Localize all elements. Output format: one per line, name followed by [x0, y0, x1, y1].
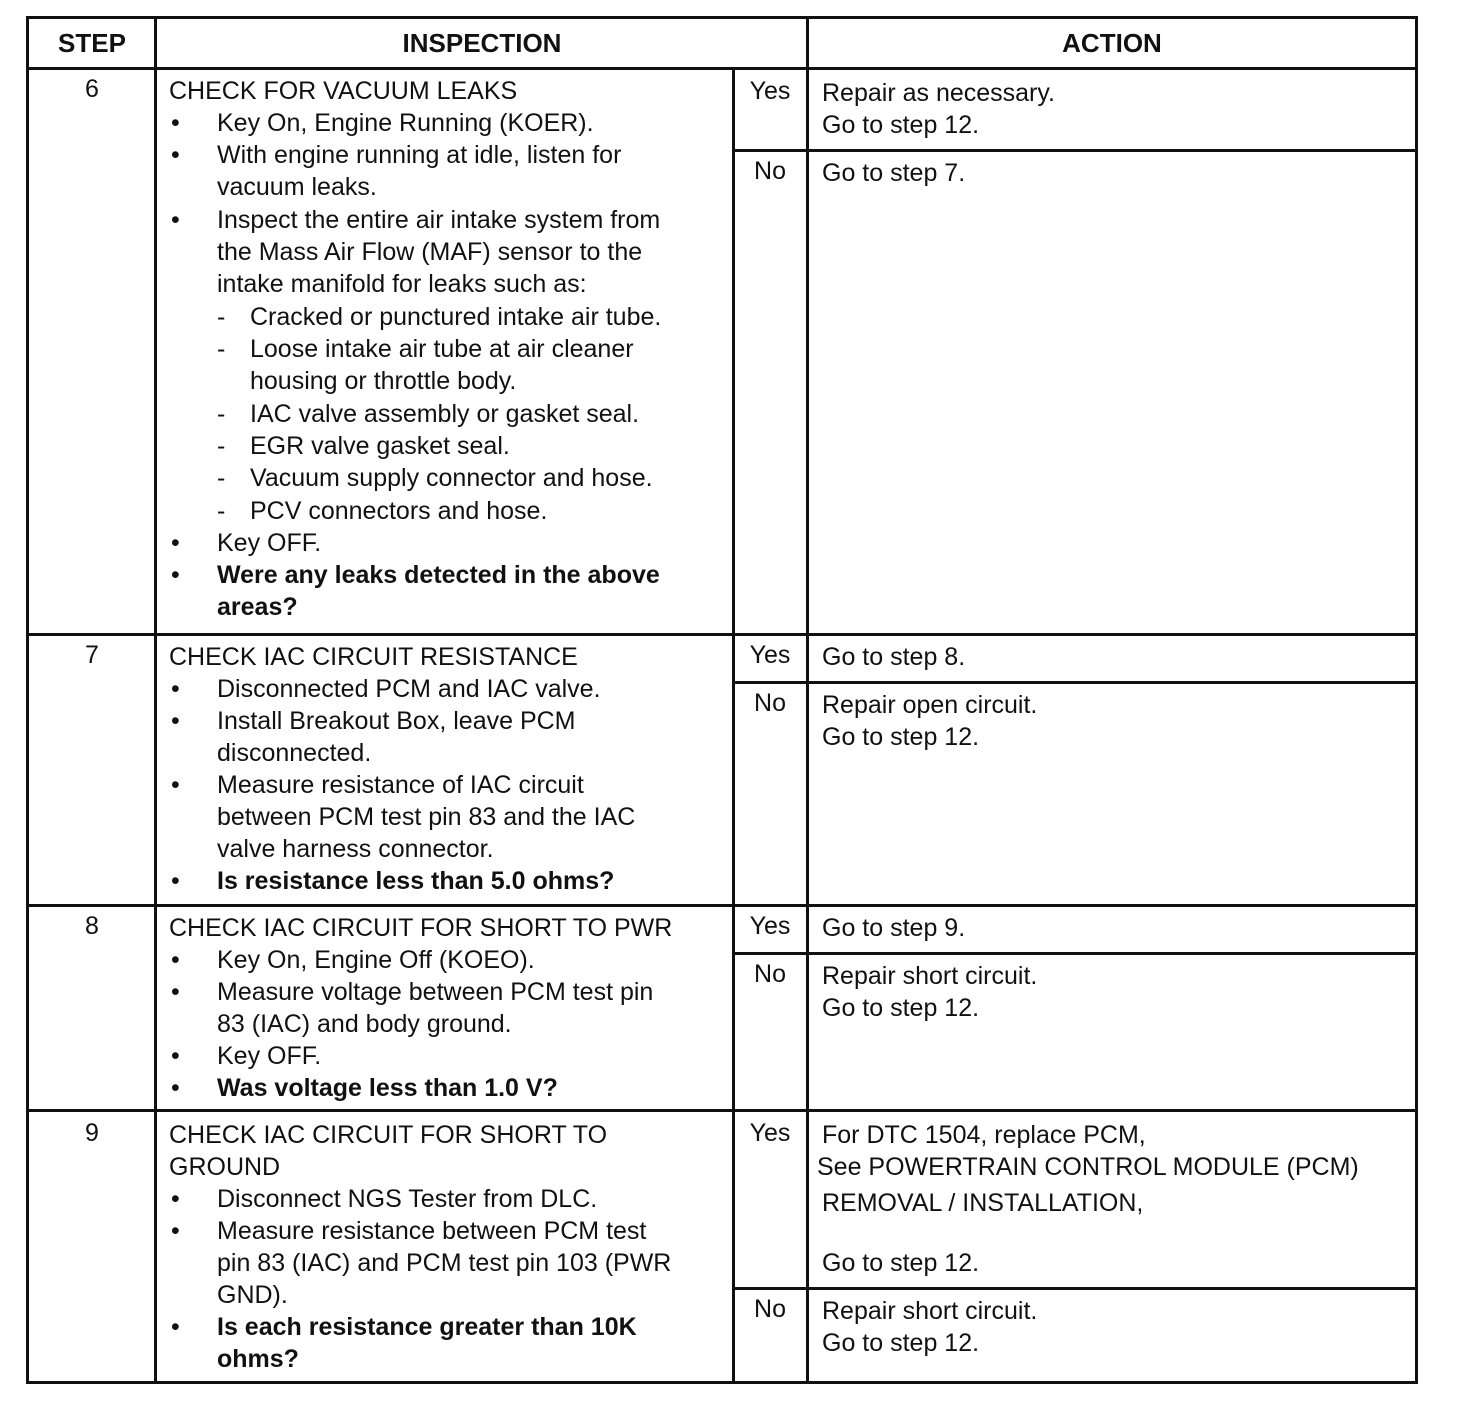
inspection-subline: IAC valve assembly or gasket seal.: [250, 400, 640, 428]
inspection-line: With engine running at idle, listen for: [217, 141, 622, 169]
yes-label: Yes: [749, 912, 791, 940]
action-line: Repair short circuit.: [822, 962, 1038, 990]
header-divider: [29, 67, 1415, 70]
inspection-line: Inspect the entire air intake system from: [217, 206, 661, 234]
inspection-line: Disconnect NGS Tester from DLC.: [217, 1185, 598, 1213]
row-divider-9-inner: [732, 1287, 1415, 1290]
no-label: No: [754, 157, 786, 185]
row-divider-6-inner: [732, 149, 1415, 152]
row-divider-7-8: [29, 904, 1415, 907]
header-step: STEP: [58, 28, 126, 58]
inspection-subline: Loose intake air tube at air cleaner: [250, 335, 634, 363]
bullet-icon: •: [171, 1185, 180, 1213]
inspection-subline: PCV connectors and hose.: [250, 497, 548, 525]
bullet-icon: •: [171, 1074, 180, 1102]
inspection-line: Disconnected PCM and IAC valve.: [217, 675, 601, 703]
dash-icon: -: [217, 432, 226, 460]
inspection-line: Install Breakout Box, leave PCM: [217, 707, 576, 735]
action-line: Repair short circuit.: [822, 1297, 1038, 1325]
action-line: Go to step 12.: [822, 111, 980, 139]
col-divider-step: [154, 19, 157, 1381]
action-line: Go to step 12.: [822, 723, 980, 751]
bullet-icon: •: [171, 1217, 180, 1245]
bullet-icon: •: [171, 561, 180, 589]
inspection-question: Was voltage less than 1.0 V?: [217, 1074, 558, 1102]
inspection-line: 83 (IAC) and body ground.: [217, 1010, 512, 1038]
action-line: Go to step 12.: [822, 1329, 980, 1357]
inspection-question: Is resistance less than 5.0 ohms?: [217, 867, 615, 895]
inspection-question: Is each resistance greater than 10K: [217, 1313, 637, 1341]
dash-icon: -: [217, 464, 226, 492]
inspection-line: between PCM test pin 83 and the IAC: [217, 803, 636, 831]
bullet-icon: •: [171, 529, 180, 557]
step-title: CHECK IAC CIRCUIT FOR SHORT TO PWR: [169, 914, 673, 942]
inspection-line: Measure resistance of IAC circuit: [217, 771, 584, 799]
diagnostic-table: [26, 16, 1418, 1384]
row-divider-6-7: [29, 633, 1415, 636]
dash-icon: -: [217, 335, 226, 363]
bullet-icon: •: [171, 1042, 180, 1070]
inspection-question: Were any leaks detected in the above: [217, 561, 660, 589]
action-line: REMOVAL / INSTALLATION,: [822, 1189, 1144, 1217]
inspection-line: vacuum leaks.: [217, 173, 377, 201]
step-title: CHECK FOR VACUUM LEAKS: [169, 77, 518, 105]
step-number: 6: [85, 75, 99, 103]
action-line: For DTC 1504, replace PCM,: [822, 1121, 1146, 1149]
inspection-line: disconnected.: [217, 739, 372, 767]
step-number: 8: [85, 912, 99, 940]
row-divider-8-9: [29, 1109, 1415, 1112]
bullet-icon: •: [171, 978, 180, 1006]
no-label: No: [754, 1295, 786, 1323]
inspection-line: Measure voltage between PCM test pin: [217, 978, 654, 1006]
dash-icon: -: [217, 400, 226, 428]
bullet-icon: •: [171, 675, 180, 703]
yes-label: Yes: [749, 641, 791, 669]
action-line: Go to step 8.: [822, 643, 966, 671]
action-line: Go to step 7.: [822, 159, 966, 187]
inspection-subline: EGR valve gasket seal.: [250, 432, 510, 460]
dash-icon: -: [217, 497, 226, 525]
inspection-line: Key On, Engine Off (KOEO).: [217, 946, 535, 974]
inspection-line: valve harness connector.: [217, 835, 494, 863]
step-title: CHECK IAC CIRCUIT FOR SHORT TO: [169, 1121, 608, 1149]
col-divider-yesno: [732, 69, 735, 1381]
inspection-line: the Mass Air Flow (MAF) sensor to the: [217, 238, 643, 266]
row-divider-8-inner: [732, 952, 1415, 955]
no-label: No: [754, 960, 786, 988]
inspection-question: areas?: [217, 593, 298, 621]
inspection-line: intake manifold for leaks such as:: [217, 270, 587, 298]
bullet-icon: •: [171, 707, 180, 735]
header-action: ACTION: [1062, 28, 1162, 58]
row-divider-7-inner: [732, 681, 1415, 684]
bullet-icon: •: [171, 206, 180, 234]
action-line: Go to step 12.: [822, 994, 980, 1022]
step-title: CHECK IAC CIRCUIT RESISTANCE: [169, 643, 578, 671]
action-line: Go to step 12.: [822, 1249, 980, 1277]
step-title: GROUND: [169, 1153, 281, 1181]
bullet-icon: •: [171, 109, 180, 137]
dash-icon: -: [217, 303, 226, 331]
inspection-line: Key OFF.: [217, 1042, 322, 1070]
header-inspection: INSPECTION: [402, 28, 562, 58]
inspection-line: Measure resistance between PCM test: [217, 1217, 647, 1245]
inspection-line: pin 83 (IAC) and PCM test pin 103 (PWR: [217, 1249, 672, 1277]
step-number: 7: [85, 641, 99, 669]
yes-label: Yes: [749, 77, 791, 105]
inspection-question: ohms?: [217, 1345, 299, 1373]
inspection-subline: Vacuum supply connector and hose.: [250, 464, 653, 492]
bullet-icon: •: [171, 141, 180, 169]
col-divider-action: [806, 19, 809, 1381]
action-line: Go to step 9.: [822, 914, 966, 942]
no-label: No: [754, 689, 786, 717]
bullet-icon: •: [171, 771, 180, 799]
inspection-subline: Cracked or punctured intake air tube.: [250, 303, 662, 331]
bullet-icon: •: [171, 1313, 180, 1341]
yes-label: Yes: [749, 1119, 791, 1147]
step-number: 9: [85, 1119, 99, 1147]
action-line: See POWERTRAIN CONTROL MODULE (PCM): [817, 1153, 1359, 1181]
inspection-subline: housing or throttle body.: [250, 367, 517, 395]
action-line: Repair as necessary.: [822, 79, 1055, 107]
bullet-icon: •: [171, 867, 180, 895]
inspection-line: Key OFF.: [217, 529, 322, 557]
action-line: Repair open circuit.: [822, 691, 1038, 719]
inspection-line: Key On, Engine Running (KOER).: [217, 109, 594, 137]
bullet-icon: •: [171, 946, 180, 974]
inspection-line: GND).: [217, 1281, 288, 1309]
